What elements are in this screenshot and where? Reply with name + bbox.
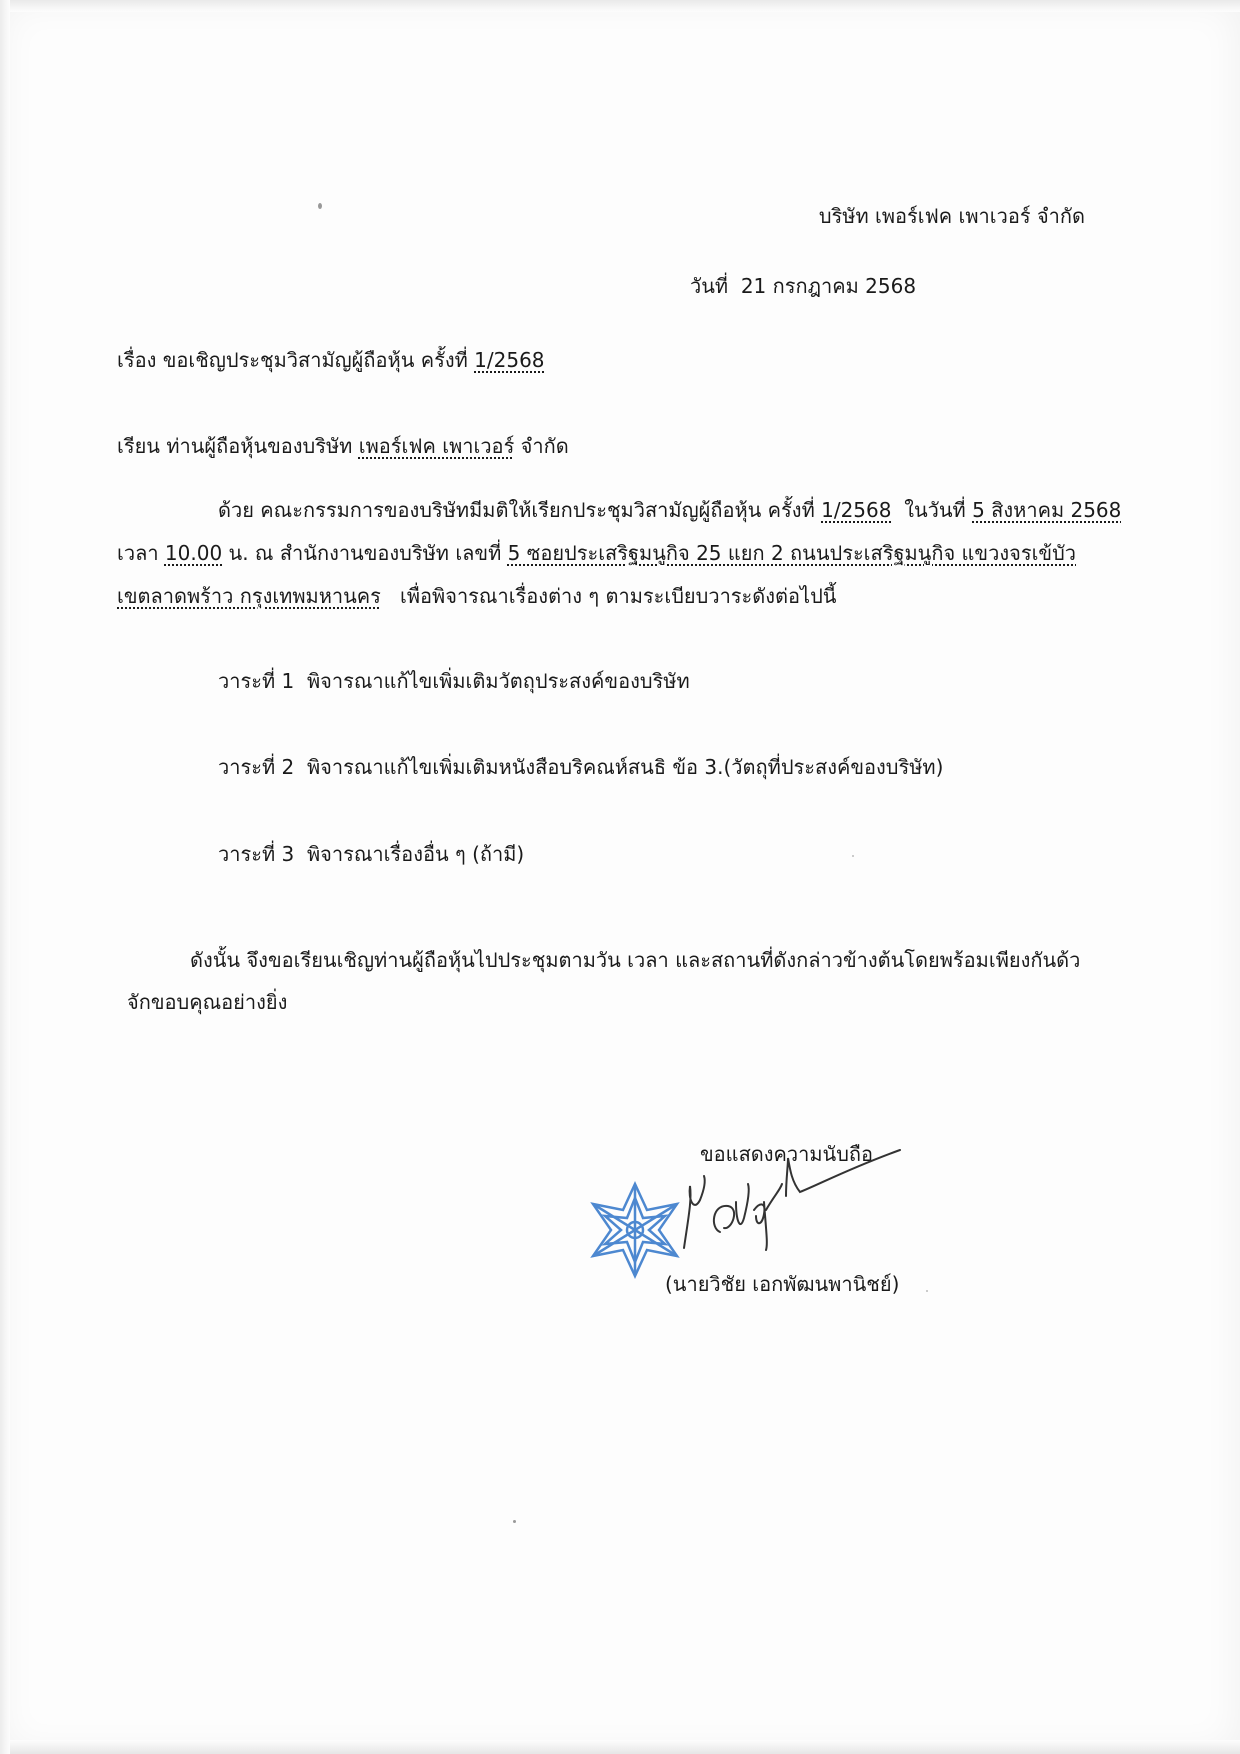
meeting-address: 5 ซอยประเสริฐมนูกิจ 25 แยก 2 ถนนประเสริฐมนูกิจ แขวงจรเข้บัว — [507, 541, 1076, 565]
body-line-1 — [218, 496, 1121, 524]
agenda-item-3 — [218, 840, 524, 868]
agenda-text: พิจารณาแก้ไขเพิ่มเติมหนังสือบริคณห์สนธิ ข้อ 3.(วัตถุที่ประสงค์ของบริษัท) — [306, 755, 944, 779]
meeting-address-district: เขตลาดพร้าว กรุงเทพมหานคร — [117, 584, 381, 608]
scan-edge-left — [0, 0, 10, 1754]
subject-line — [117, 346, 545, 374]
agenda-label: วาระที่ 2 — [218, 755, 295, 779]
agenda-label: วาระที่ 1 — [218, 669, 295, 693]
agenda-label: วาระที่ 3 — [218, 842, 295, 866]
subject-text: ขอเชิญประชุมวิสามัญผู้ถือหุ้น ครั้งที่ — [162, 348, 468, 372]
date-value: 21 กรกฎาคม 2568 — [740, 274, 917, 298]
regards-text: ขอแสดงความนับถือ — [700, 1142, 874, 1166]
date-prefix: วันที่ — [690, 274, 729, 298]
closing-line-1: ดังนั้น จึงขอเรียนเชิญท่านผู้ถือหุ้นไปประชุมตามวัน เวลา และสถานที่ดังกล่าวข้างต้นโดยพร้อมเพียงกันด้ว — [190, 948, 1081, 972]
body-text: ด้วย คณะกรรมการของบริษัทมีมติให้เรียกประชุมวิสามัญผู้ถือหุ้น ครั้งที่ — [218, 498, 815, 522]
agenda-text: พิจารณาเรื่องอื่น ๆ (ถ้ามี) — [306, 842, 525, 866]
recipient-line — [117, 432, 569, 460]
meeting-time: 10.00 — [164, 541, 223, 565]
recipient-label: เรียน — [117, 434, 160, 458]
body-text: น. ณ สำนักงานของบริษัท เลขที่ — [228, 541, 502, 565]
recipient-suffix: จำกัด — [520, 434, 569, 458]
subject-number: 1/2568 — [474, 348, 545, 372]
recipient-company: เพอร์เฟค เพาเวอร์ — [358, 434, 515, 458]
body-line-3 — [117, 582, 836, 610]
scan-speck — [513, 1520, 516, 1523]
agenda-text: พิจารณาแก้ไขเพิ่มเติมวัตถุประสงค์ของบริษัท — [306, 669, 690, 693]
signatory-name: (นายวิชัย เอกพัฒนพานิชย์) — [665, 1272, 900, 1296]
signature-icon — [670, 1140, 920, 1260]
subject-label: เรื่อง — [117, 348, 157, 372]
meeting-date: 5 สิงหาคม 2568 — [972, 498, 1122, 522]
body-line-2 — [117, 539, 1076, 567]
recipient-text: ท่านผู้ถือหุ้นของบริษัท — [166, 434, 353, 458]
scan-speck — [318, 203, 322, 209]
body-text: เวลา — [117, 541, 159, 565]
company-name: บริษัท เพอร์เฟค เพาเวอร์ จำกัด — [818, 204, 1085, 228]
scan-edge-bottom — [0, 1740, 1240, 1754]
scan-speck — [852, 855, 854, 857]
closing-line-2: จักขอบคุณอย่างยิ่ง — [127, 990, 288, 1014]
body-text: ในวันที่ — [904, 498, 966, 522]
agenda-item-1 — [218, 667, 690, 695]
meeting-number: 1/2568 — [821, 498, 892, 522]
letter-date — [690, 272, 916, 300]
scan-edge-top — [0, 0, 1240, 12]
scan-speck — [926, 1290, 928, 1292]
body-text: เพื่อพิจารณาเรื่องต่าง ๆ ตามระเบียบวาระดังต่อไปนี้ — [400, 584, 837, 608]
agenda-item-2 — [218, 753, 943, 781]
